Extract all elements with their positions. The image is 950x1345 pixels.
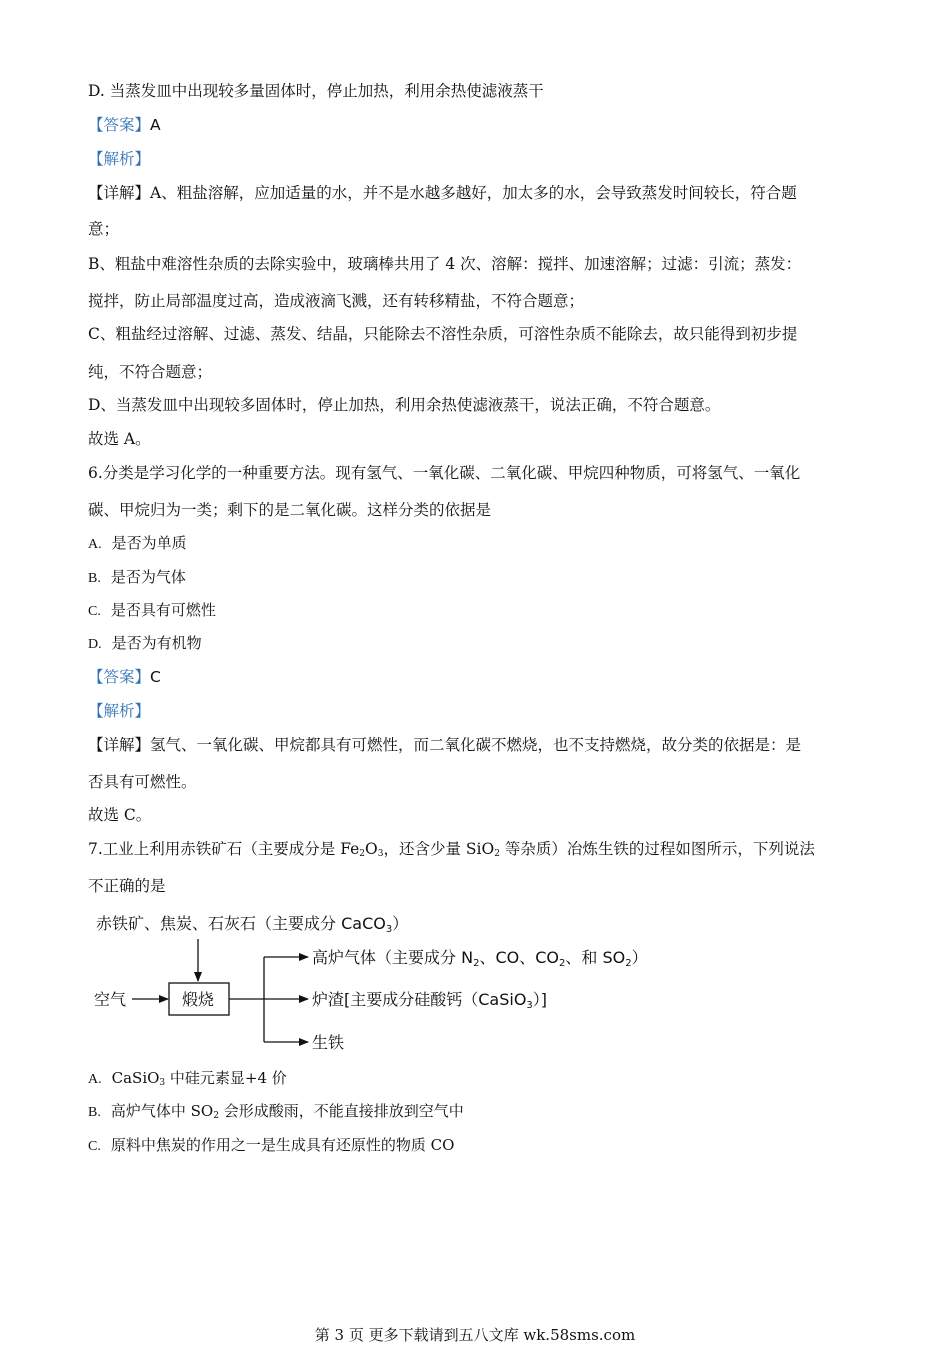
q5-detail-c2: 纯，不符合题意； <box>88 363 213 381</box>
answer-value: A <box>150 116 161 134</box>
process-label: 煅烧 <box>182 990 215 1009</box>
option-letter: C. <box>88 1139 101 1154</box>
output-slag-label: 炉渣[主要成分硅酸钙（CaSiO3）] <box>312 990 548 1011</box>
subscript: 2 <box>213 1111 219 1121</box>
option-text: 是否为气体 <box>110 568 186 586</box>
option-letter: B. <box>88 571 101 586</box>
option-text: 原料中焦炭的作用之一是生成具有还原性的物质 CO <box>110 1136 455 1154</box>
option-text: 是否为单质 <box>111 534 187 552</box>
output-gas-label: 高炉气体（主要成分 N2、CO、CO2、和 SO2） <box>312 948 648 969</box>
q5-detail-a1 <box>88 182 797 204</box>
option-text: 中硅元素显+4 价 <box>165 1069 287 1087</box>
stem-text: ，还含少量 SiO <box>383 840 495 858</box>
option-letter: C. <box>88 604 101 619</box>
option-text: CaSiO <box>111 1069 160 1087</box>
output-iron-label: 生铁 <box>312 1033 345 1052</box>
q6-option-b <box>88 566 186 590</box>
answer-tag: 【答案】 <box>88 116 151 134</box>
q5-detail-a2: 意； <box>88 220 120 238</box>
option-letter: B. <box>88 1105 101 1120</box>
q6-detail-line2: 否具有可燃性。 <box>88 773 197 791</box>
q6-conclusion: 故选 C。 <box>88 806 152 824</box>
option-text: 高炉气体中 SO <box>110 1102 214 1120</box>
q5-option-d: D. 当蒸发皿中出现较多量固体时，停止加热，利用余热使滤液蒸干 <box>88 82 544 100</box>
option-letter: A. <box>88 537 102 552</box>
stem-text: 等杂质）冶炼生铁的过程如图所示，下列说法 <box>499 840 815 858</box>
air-label: 空气 <box>94 990 127 1009</box>
q5-detail-b1: B、粗盐中难溶性杂质的去除实验中，玻璃棒共用了 4 次、溶解：搅拌、加速溶解；过滤：引流；蒸发： <box>88 255 802 273</box>
option-letter: A. <box>88 1072 102 1087</box>
subscript: 3 <box>377 849 384 859</box>
q5-detail-b2: 搅拌，防止局部温度过高，造成液滴飞溅，还有转移精盐，不符合题意； <box>88 292 585 310</box>
q7-stem-line1 <box>88 838 815 860</box>
q5-answer <box>88 114 161 136</box>
answer-value: C <box>150 668 161 686</box>
q7-option-b <box>88 1100 464 1124</box>
q5-detail-d: D、当蒸发皿中出现较多固体时，停止加热，利用余热使滤液蒸干，说法正确，不符合题意。 <box>88 396 721 414</box>
option-text: 会形成酸雨，不能直接排放到空气中 <box>218 1102 464 1120</box>
detail-tag: 【详解】 <box>88 736 151 754</box>
q5-analysis-tag: 【解析】 <box>88 150 151 168</box>
option-text: 是否具有可燃性 <box>110 601 216 619</box>
stem-text: 7.工业上利用赤铁矿石（主要成分是 Fe <box>88 840 360 858</box>
page-footer: 第 3 页 更多下载请到五八文库 wk.58sms.com <box>314 1326 636 1344</box>
raw-materials-label: 赤铁矿、焦炭、石灰石（主要成分 CaCO3） <box>96 914 409 935</box>
q7-option-a <box>88 1067 287 1091</box>
q7-stem-line2: 不正确的是 <box>88 877 166 895</box>
q5-conclusion: 故选 A。 <box>88 430 151 448</box>
stem-text: O <box>365 840 378 858</box>
process-flow-diagram <box>88 905 688 1055</box>
q6-option-d <box>88 632 202 656</box>
q6-stem-line2: 碳、甲烷归为一类；剩下的是二氧化碳。这样分类的依据是 <box>88 501 492 519</box>
subscript: 2 <box>359 849 366 859</box>
detail-text: A、粗盐溶解，应加适量的水，并不是水越多越好，加太多的水，会导致蒸发时间较长，符合题 <box>150 184 797 202</box>
q6-analysis-tag: 【解析】 <box>88 702 151 720</box>
detail-text: 氢气、一氧化碳、甲烷都具有可燃性，而二氧化碳不燃烧，也不支持燃烧，故分类的依据是：是 <box>150 736 802 754</box>
option-text: 是否为有机物 <box>111 634 202 652</box>
subscript: 2 <box>494 849 500 859</box>
q6-detail-line1 <box>88 734 801 756</box>
subscript: 3 <box>159 1078 166 1088</box>
answer-tag: 【答案】 <box>88 668 151 686</box>
q6-stem-line1: 6.分类是学习化学的一种重要方法。现有氢气、一氧化碳、二氧化碳、甲烷四种物质，可将氢气、一氧化 <box>88 464 801 482</box>
option-letter: D. <box>88 637 102 652</box>
q6-option-c <box>88 599 216 623</box>
q7-option-c <box>88 1134 454 1158</box>
q6-option-a <box>88 532 187 556</box>
q6-answer <box>88 666 161 688</box>
detail-tag: 【详解】 <box>88 184 151 202</box>
q5-detail-c1: C、粗盐经过溶解、过滤、蒸发、结晶，只能除去不溶性杂质，可溶性杂质不能除去，故只能得到初步提 <box>88 325 798 343</box>
